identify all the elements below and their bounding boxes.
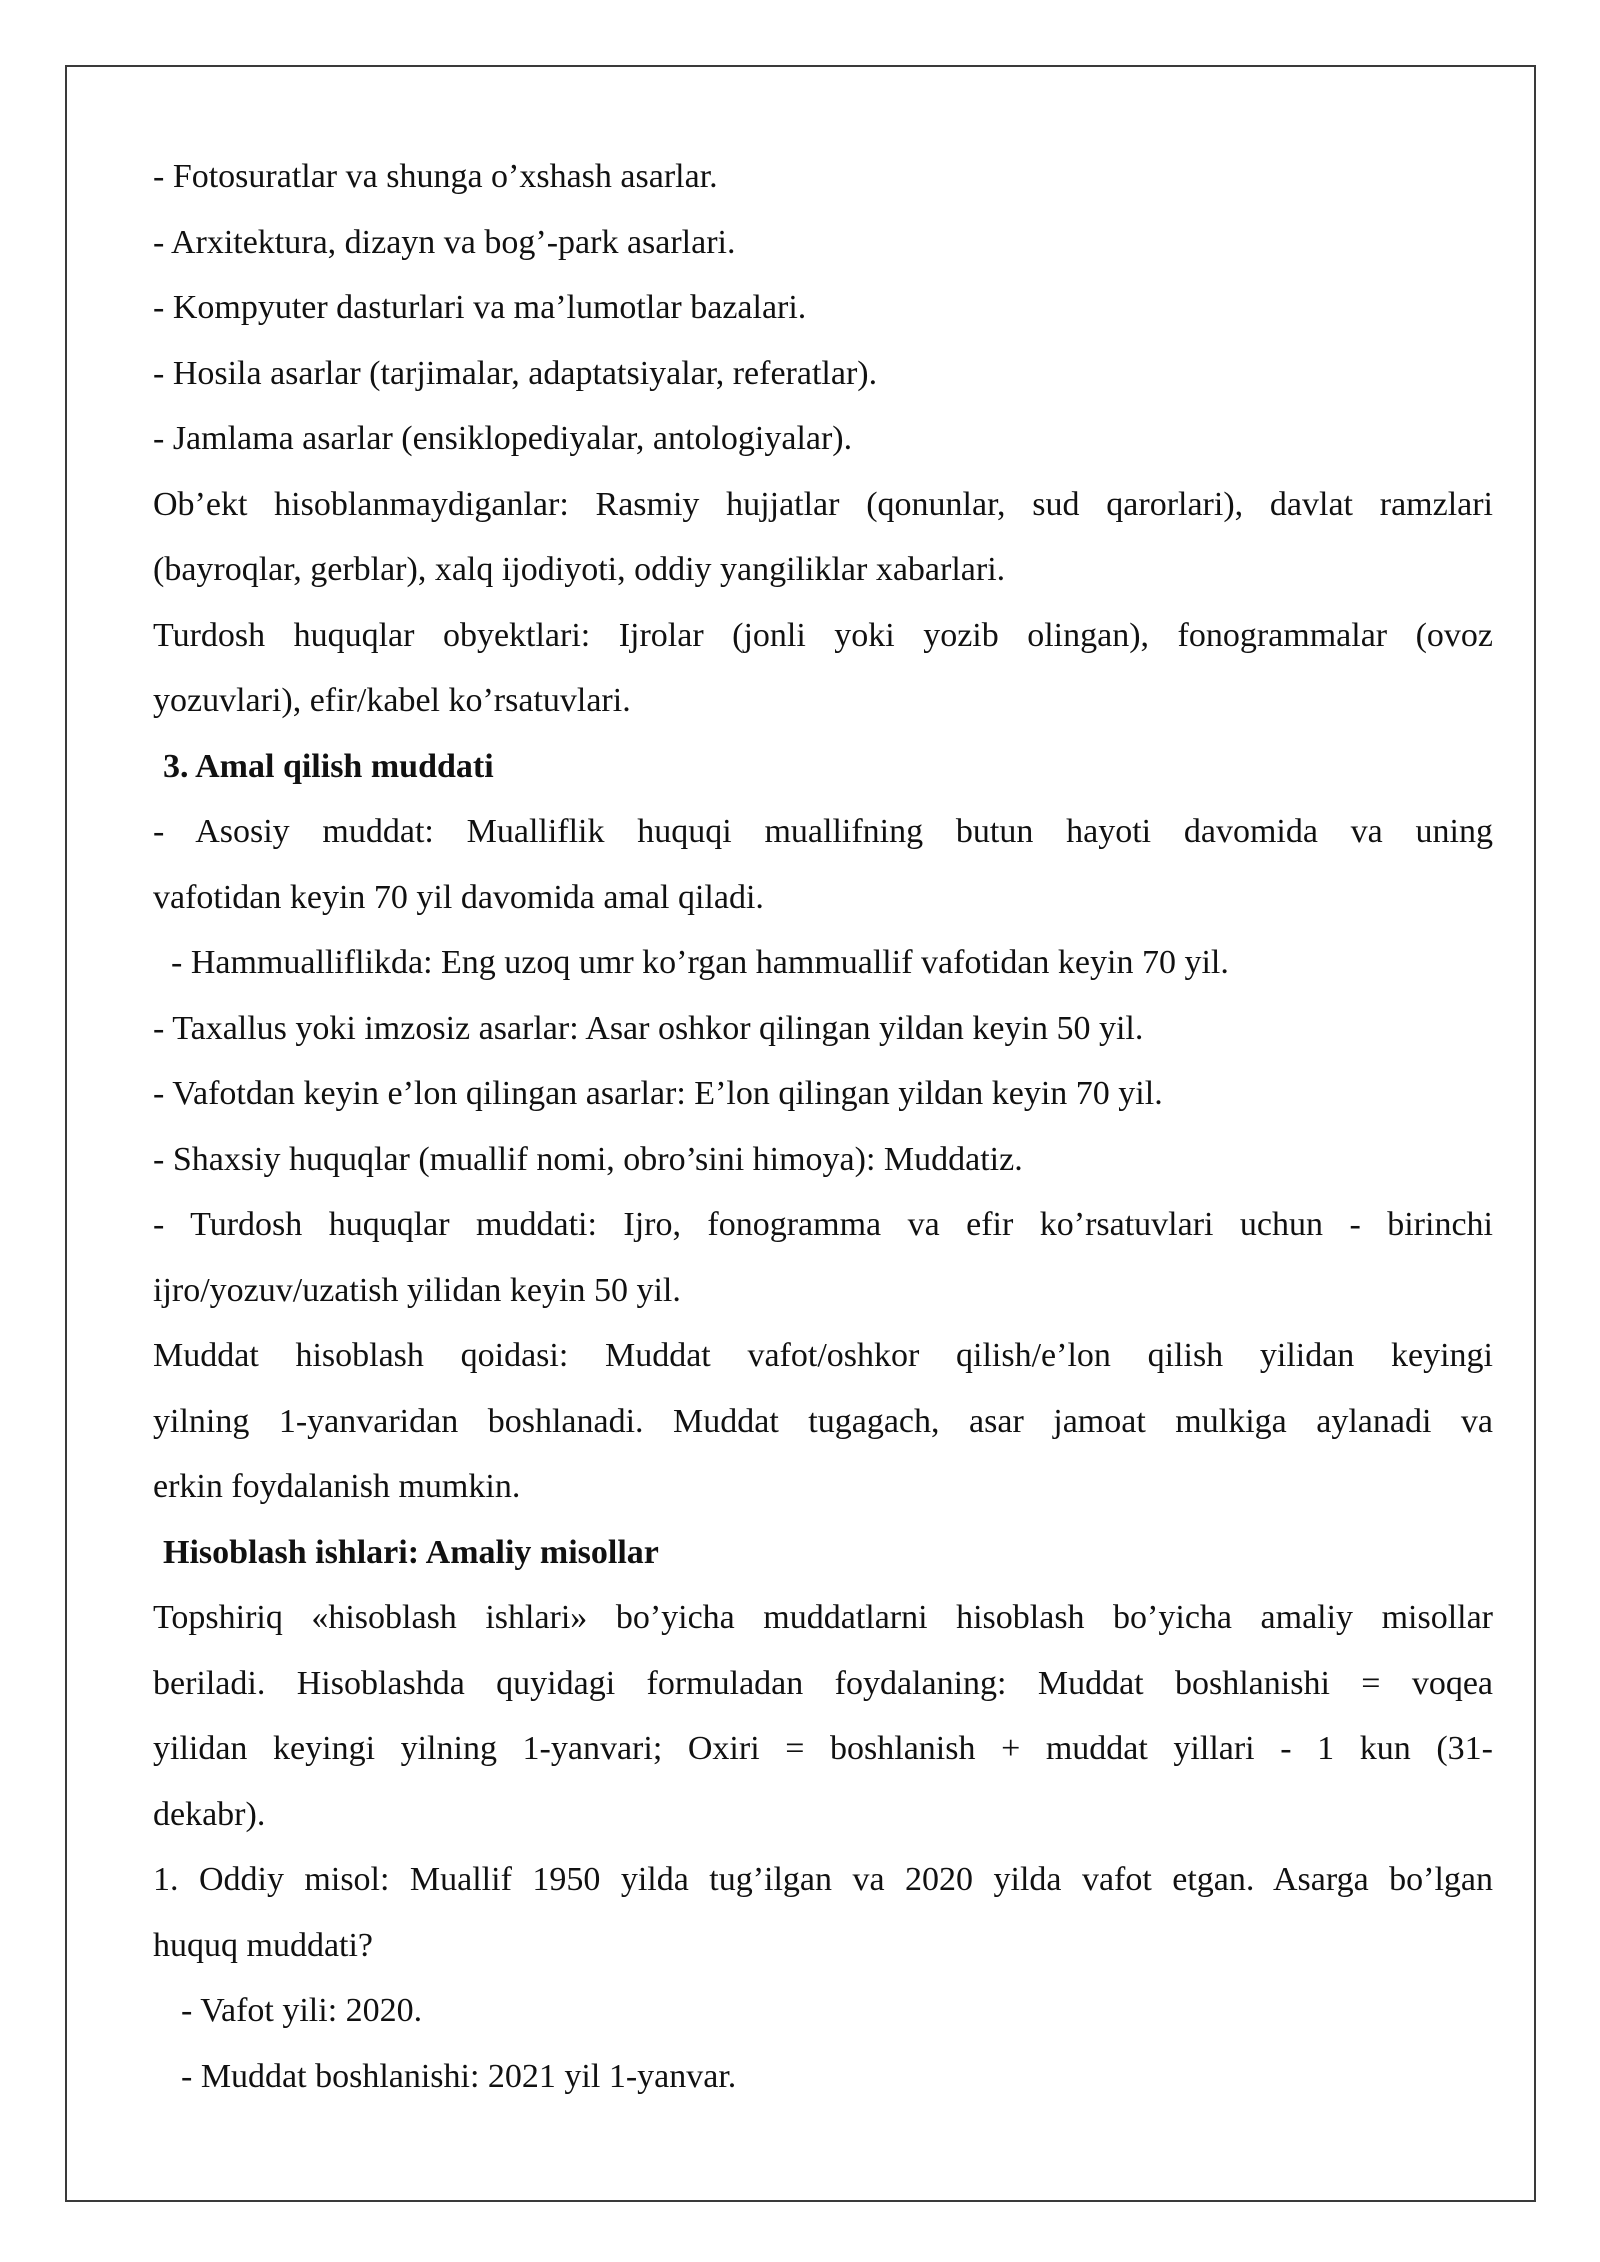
text-line: yozuvlari), efir/kabel ko’rsatuvlari.	[153, 682, 631, 719]
text-line: dekabr).	[153, 1795, 266, 1833]
text-line: erkin foydalanish mumkin.	[153, 1468, 521, 1505]
section-heading: 3. Amal qilish muddati	[163, 747, 494, 785]
text-line: - Hammualliflikda: Eng uzoq umr ko’rgan hammuallif vafotidan keyin 70 yil.	[171, 944, 1229, 981]
text-line: Muddat hisoblash qoidasi: Muddat vafot/oshkor qilish/e’lon qilish yilidan keyingi	[153, 1337, 1493, 1374]
text-line: (bayroqlar, gerblar), xalq ijodiyoti, oddiy yangiliklar xabarlari.	[153, 551, 1006, 588]
text-line: - Jamlama asarlar (ensiklopediyalar, antologiyalar).	[153, 420, 853, 457]
text-line: - Turdosh huquqlar muddati: Ijro, fonogramma va efir ko’rsatuvlari uchun - birinchi	[153, 1206, 1493, 1243]
text-line: Ob’ekt hisoblanmaydiganlar: Rasmiy hujjatlar (qonunlar, sud qarorlari), davlat ramzlari	[153, 485, 1493, 523]
text-line: - Asosiy muddat: Mualliflik huquqi muallifning butun hayoti davomida va uning	[153, 813, 1493, 850]
section-heading: Hisoblash ishlari: Amaliy misollar	[163, 1533, 659, 1571]
text-line: - Hosila asarlar (tarjimalar, adaptatsiyalar, referatlar).	[153, 354, 878, 392]
text-line: - Kompyuter dasturlari va ma’lumotlar bazalari.	[153, 289, 807, 326]
text-line: huquq muddati?	[153, 1926, 374, 1964]
text-line: beriladi. Hisoblashda quyidagi formuladan foydalaning: Muddat boshlanishi = voqea	[153, 1664, 1493, 1702]
document-body	[153, 144, 1493, 2109]
text-line: - Vafotdan keyin e’lon qilingan asarlar: E’lon qilingan yildan keyin 70 yil.	[153, 1075, 1163, 1112]
text-line: yilning 1-yanvaridan boshlanadi. Muddat tugagach, asar jamoat mulkiga aylanadi va	[153, 1402, 1493, 1440]
text-line: - Muddat boshlanishi: 2021 yil 1-yanvar.	[181, 2057, 737, 2095]
text-line: - Shaxsiy huquqlar (muallif nomi, obro’sini himoya): Muddatiz.	[153, 1140, 1023, 1178]
text-line: vafotidan keyin 70 yil davomida amal qiladi.	[153, 878, 764, 916]
text-line: 1. Oddiy misol: Muallif 1950 yilda tug’ilgan va 2020 yilda vafot etgan. Asarga bo’lgan	[153, 1861, 1493, 1898]
text-line: Topshiriq «hisoblash ishlari» bo’yicha muddatlarni hisoblash bo’yicha amaliy misollar	[153, 1599, 1493, 1636]
text-line: ijro/yozuv/uzatish yilidan keyin 50 yil.	[153, 1271, 681, 1309]
text-line: Turdosh huquqlar obyektlari: Ijrolar (jonli yoki yozib olingan), fonogrammalar (ovoz	[153, 616, 1493, 654]
text-line: - Fotosuratlar va shunga o’xshash asarlar.	[153, 158, 718, 195]
text-line: yilidan keyingi yilning 1-yanvari; Oxiri = boshlanish + muddat yillari - 1 kun (31-	[153, 1730, 1493, 1767]
text-line: - Vafot yili: 2020.	[181, 1992, 423, 2029]
text-line: - Taxallus yoki imzosiz asarlar: Asar oshkor qilingan yildan keyin 50 yil.	[153, 1009, 1144, 1047]
text-line: - Arxitektura, dizayn va bog’-park asarlari.	[153, 223, 736, 261]
